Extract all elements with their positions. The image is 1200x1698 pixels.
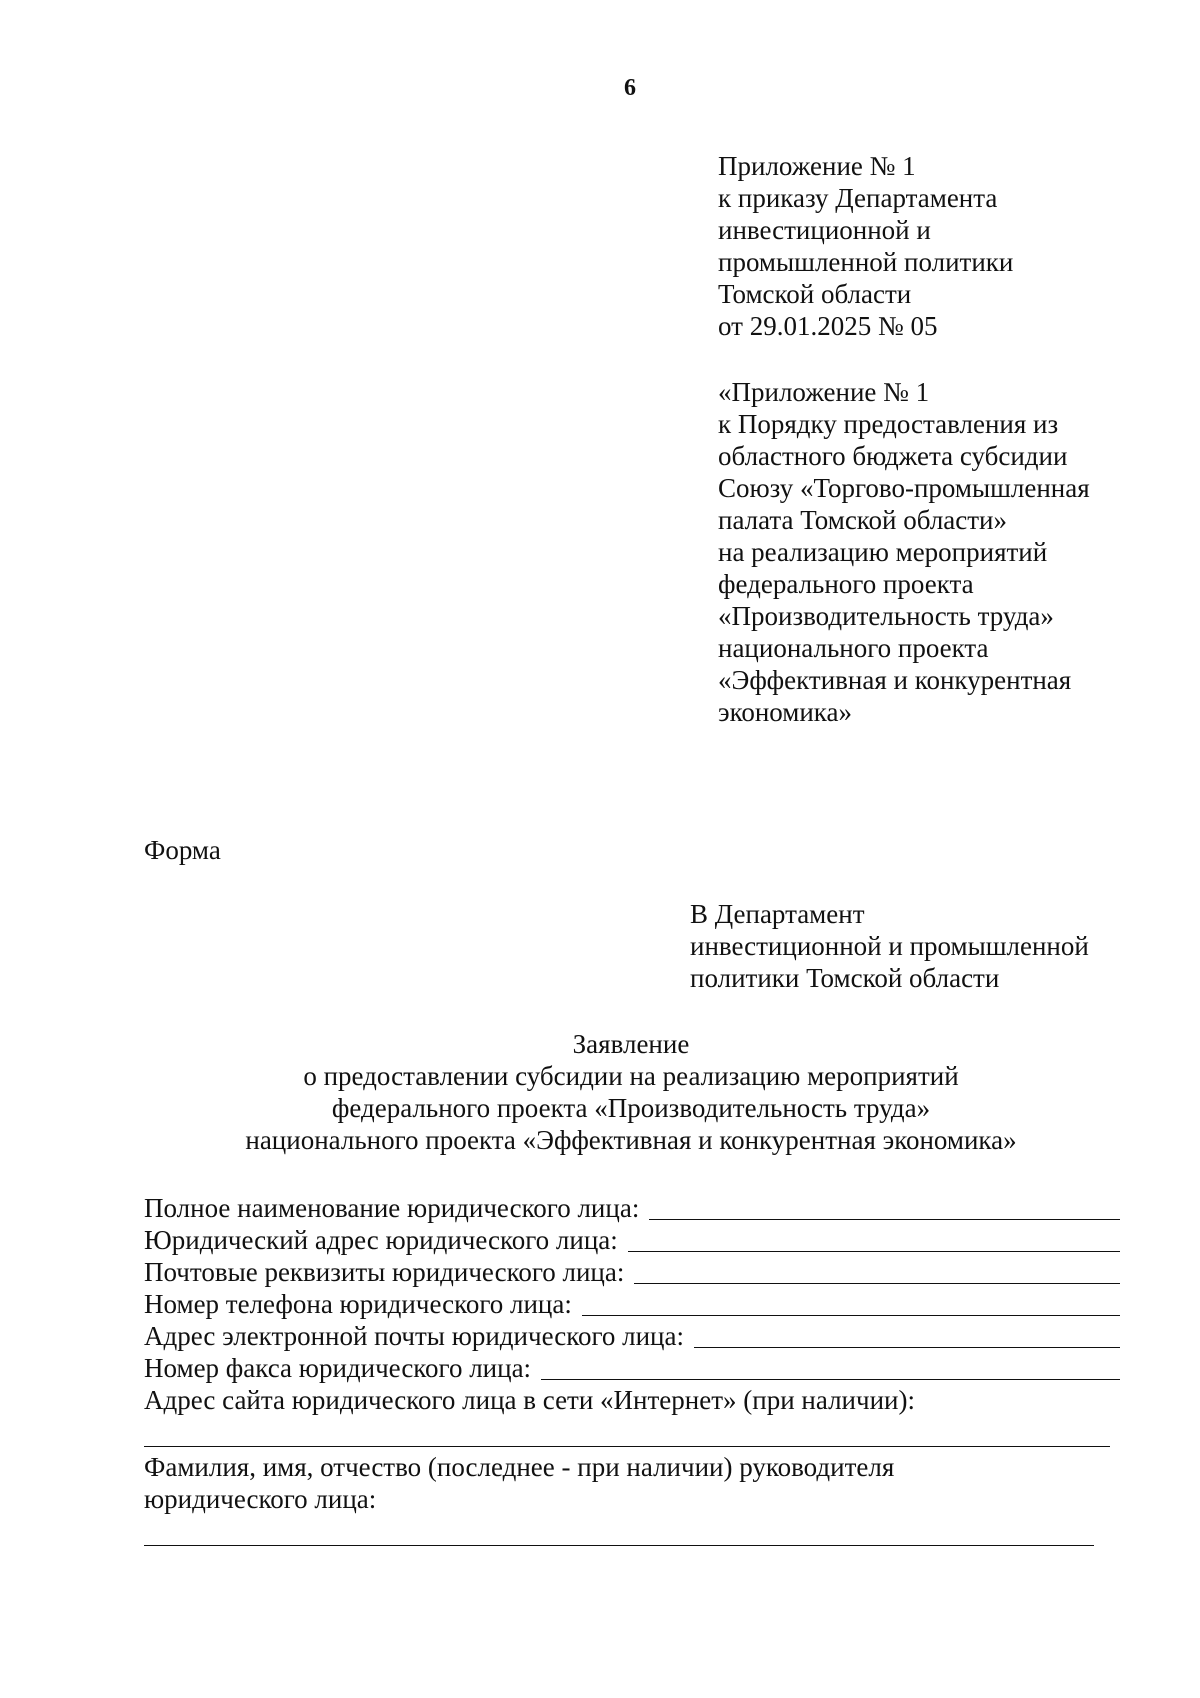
postal-details-blank[interactable] [634,1261,1120,1284]
field-label: Полное наименование юридического лица: [144,1193,640,1223]
appendix-order-line: на реализацию мероприятий [718,537,1048,567]
appendix-order-line: национального проекта [718,633,989,663]
field-fax [144,1352,1120,1384]
field-full-name [144,1192,1120,1224]
director-blank[interactable] [144,1515,1094,1546]
appendix-order-line: экономика» [718,697,852,727]
title-line: Заявление [572,1029,690,1059]
email-blank[interactable] [694,1325,1120,1348]
phone-blank[interactable] [582,1293,1120,1316]
title-line: федерального проекта «Производительность труда» [331,1093,931,1123]
application-fields [144,1192,1120,1550]
appendix-order-line: к Порядку предоставления из [718,409,1059,439]
addressee [690,898,1170,994]
appendix-line: промышленной политики [718,247,1014,277]
field-label: Фамилия, имя, отчество (последнее - при наличии) руководителя [144,1452,895,1482]
appendix-order-line: областного бюджета субсидии [718,441,1068,471]
document-title [144,1028,1118,1156]
appendix-order-line: Союзу «Торгово-промышленная [718,473,1090,503]
addressee-line: инвестиционной и промышленной [690,931,1089,961]
appendix-order-line: палата Томской области» [718,505,1008,535]
field-label: Адрес сайта юридического лица в сети «Интернет» (при наличии): [144,1385,915,1415]
field-email [144,1320,1120,1352]
appendix-line: Томской области [718,279,912,309]
field-label: Юридический адрес юридического лица: [144,1225,618,1255]
addressee-line: В Департамент [690,899,865,929]
appendix-line: Приложение № 1 [718,151,916,181]
appendix-line: к приказу Департамента [718,183,998,213]
field-label: Адрес электронной почты юридического лица: [144,1321,684,1351]
appendix-order-header [718,376,1178,728]
title-line: национального проекта «Эффективная и конкурентная экономика» [245,1125,1017,1155]
title-line: о предоставлении субсидии на реализацию мероприятий [303,1061,959,1091]
appendix-order-line: федерального проекта [718,569,974,599]
appendix-line: от 29.01.2025 № 05 [718,311,938,341]
addressee-line: политики Томской области [690,963,1000,993]
field-postal-details [144,1256,1120,1288]
fax-blank[interactable] [541,1357,1120,1380]
field-website [144,1384,1120,1447]
field-director [144,1451,1120,1546]
appendix-header [718,150,1178,342]
field-legal-address [144,1224,1120,1256]
full-name-blank[interactable] [649,1197,1120,1220]
appendix-line: инвестиционной и [718,215,931,245]
appendix-order-line: «Производительность труда» [718,601,1054,631]
website-blank[interactable] [144,1416,1110,1447]
appendix-order-line: «Эффективная и конкурентная [718,665,1072,695]
field-label: Номер факса юридического лица: [144,1353,532,1383]
field-label: Почтовые реквизиты юридического лица: [144,1257,625,1287]
legal-address-blank[interactable] [628,1229,1120,1252]
field-label: Номер телефона юридического лица: [144,1289,572,1319]
field-phone [144,1288,1120,1320]
page-number: 6 [624,75,636,101]
appendix-order-line: «Приложение № 1 [718,377,930,407]
field-label: юридического лица: [144,1484,377,1514]
form-label: Форма [144,835,221,865]
